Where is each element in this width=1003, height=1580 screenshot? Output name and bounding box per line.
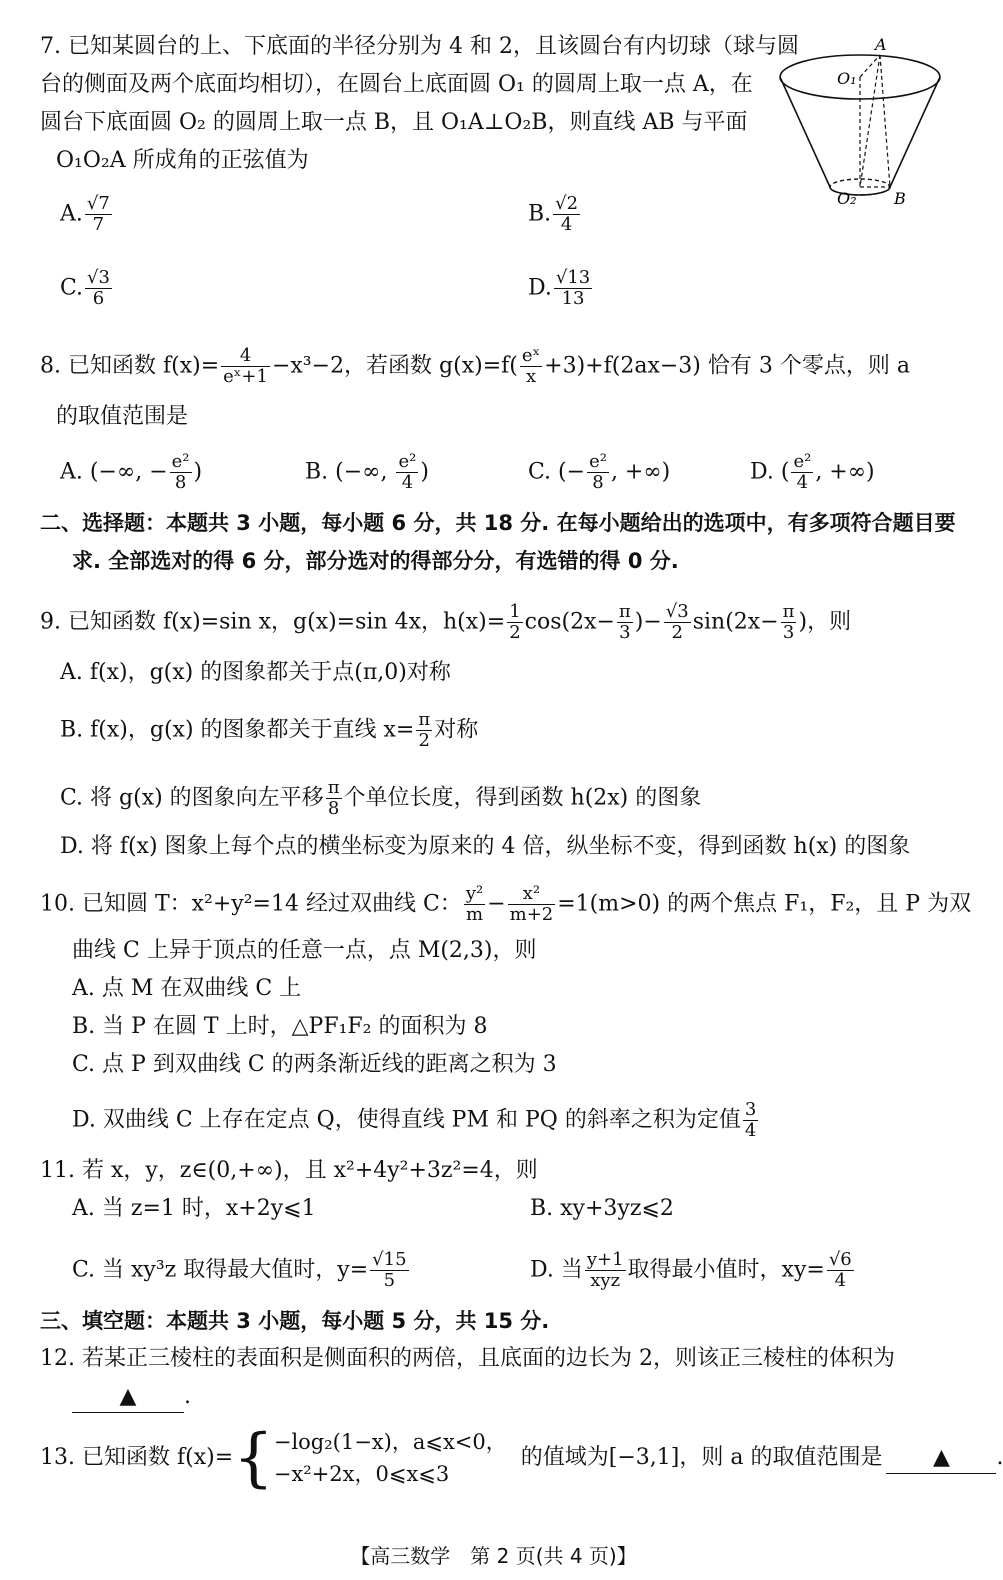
section2-heading-line1: 二、选择题：本题共 3 小题，每小题 6 分，共 18 分. 在每小题给出的选项中，有多项符合题目要 [40,511,956,535]
q13-answer-blank[interactable]: ▲ [886,1443,996,1474]
q7-line1: 7. 已知某圆台的上、下底面的半径分别为 4 和 2，且该圆台有内切球（球与圆 [40,34,799,59]
fig-label-b: B [894,189,906,208]
fig-label-o2: O₂ [837,189,857,208]
q10-option-c: C. 点 P 到双曲线 C 的两条渐近线的距离之积为 3 [72,1052,557,1077]
q8-option-c: C. (− $\frac{\text{e²}}{8}$ , +∞) [528,451,671,493]
q8-stem-line2: 的取值范围是 [56,404,189,429]
q7-option-d: D. $\frac{√13}{13}$ [528,267,591,309]
q13-stem: 13. 已知函数 f(x)={ −log₂(1−x)，a⩽x<0， −x²+2x，0⩽x⩽3 的值域为[−3,1]，则 a 的取值范围是 ▲ . [40,1421,1003,1495]
q8-option-d: D. ( $\frac{\text{e²}}{4}$ , +∞) [750,451,875,493]
q8-option-a: A. (−∞, − $\frac{\text{e²}}{8}$ ) [60,451,203,493]
q7-line3: 圆台下底面圆 O₂ 的圆周上取一点 B，且 O₁A⊥O₂B，则直线 AB 与平面 [40,110,748,135]
q8-option-b: B. (−∞, $\frac{\text{e²}}{4}$ ) [305,451,429,493]
frustum-figure [775,32,950,217]
q9-option-c: C. 将 g(x) 的图象向左平移 $\frac{\pi}{8}$ 个单位长度，得到函数 h(2x) 的图象 [60,777,702,819]
q11-option-c: C. 当 xy³z 取得最大值时，y= $\frac{√15}{5}$ [72,1249,407,1291]
q9-stem: 9. 已知函数 f(x)=sin x，g(x)=sin 4x，h(x)= $\frac{1}{2}$ cos(2x− $\frac{\pi}{3}$ )− $\frac{√3}{2}$ sin(2x− $\frac{\pi}{3}$ )，则 [40,601,852,643]
fig-label-a: A [875,35,887,54]
q11-option-d: D. 当 $\frac{y+1}{\text{xyz}}$ 取得最小值时，xy= $\frac{√6}{4}$ [530,1249,852,1291]
q10-option-a: A. 点 M 在双曲线 C 上 [72,976,302,1001]
brace-icon: { [233,1421,274,1495]
section3-heading: 三、填空题：本题共 3 小题，每小题 5 分，共 15 分. [40,1309,550,1333]
q11-stem: 11. 若 x，y，z∈(0,+∞)，且 x²+4y²+3z²=4，则 [40,1158,538,1183]
q12-stem: 12. 若某正三棱柱的表面积是侧面积的两倍，且底面的边长为 2，则该正三棱柱的体积为 [40,1346,895,1371]
q7-line4: O₁O₂A 所成角的正弦值为 [56,148,309,173]
q10-option-d: D. 双曲线 C 上存在定点 Q，使得直线 PM 和 PQ 的斜率之积为定值 $\frac{3}{4}$ [72,1099,757,1141]
q9-option-b: B. f(x)，g(x) 的图象都关于直线 x= $\frac{\pi}{2}$ 对称 [60,709,479,751]
q9-option-a: A. f(x)，g(x) 的图象都关于点(π,0)对称 [60,660,451,685]
q7-option-c: C. $\frac{√3}{6}$ [60,267,110,309]
q9-option-d: D. 将 f(x) 图象上每个点的横坐标变为原来的 4 倍，纵坐标不变，得到函数 h(x) 的图象 [60,834,911,859]
section2-heading-line2: 求. 全部选对的得 6 分，部分选对的得部分分，有选错的得 0 分. [72,549,679,573]
q10-stem-line2: 曲线 C 上异于顶点的任意一点，点 M(2,3)，则 [72,938,537,963]
fig-label-o1: O₁ [837,69,857,88]
q13-piecewise: −log₂(1−x)，a⩽x<0， −x²+2x，0⩽x⩽3 [273,1430,507,1486]
q10-stem-line1: 10. 已知圆 T：x²+y²=14 经过双曲线 C： $\frac{\text{y²}}{m}$ − $\frac{\text{x²}}{m+2}$ =1(m>0) 的两个焦点 F₁，F₂，且 P 为双 [40,883,972,925]
q12-answer-blank[interactable]: ▲ . [72,1382,191,1413]
q7-option-b: B. $\frac{√2}{4}$ [528,193,579,235]
q7-line2: 台的侧面及两个底面均相切），在圆台上底面圆 O₁ 的圆周上取一点 A，在 [40,72,753,97]
q11-option-a: A. 当 z=1 时，x+2y⩽1 [72,1196,316,1221]
q8-stem-line1: 8. 已知函数 f(x)= $\frac{4}{\text{eˣ+1}}$ −x³−2，若函数 g(x)=f( $\frac{\text{eˣ}}{x}$ +3)+f(2ax−3) 恰有 3 个零点，则 a [40,345,910,387]
page-footer: 【高三数学 第 2 页(共 4 页)】 [350,1544,637,1568]
q11-option-b: B. xy+3yz⩽2 [530,1196,674,1221]
q7-option-a: A. $\frac{√7}{7}$ [60,193,110,235]
q10-option-b: B. 当 P 在圆 T 上时，△PF₁F₂ 的面积为 8 [72,1014,488,1039]
blank-triangle-icon: ▲ [72,1382,184,1413]
